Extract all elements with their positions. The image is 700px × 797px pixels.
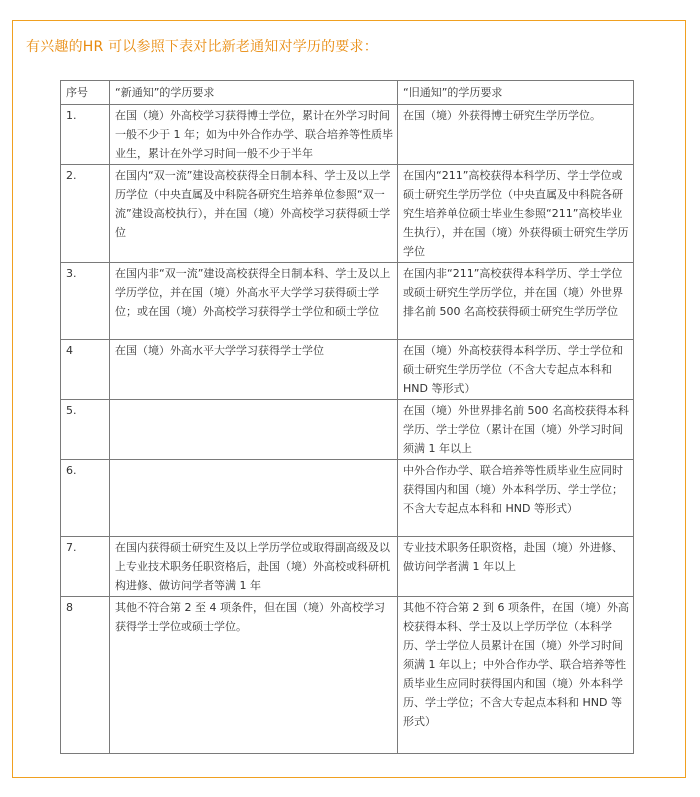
old-requirement: 在国（境）外获得博士研究生学历学位。	[398, 105, 634, 165]
table-row	[61, 460, 634, 537]
new-requirement: 在国内获得硕士研究生及以上学历学位或取得副高级及以上专业技术职务任职资格后，赴国（境）外高校或科研机构进修、做访问学者等满 1 年	[110, 537, 398, 597]
header-new-notice: “新通知”的学历要求	[110, 81, 398, 105]
row-index: 4	[61, 340, 110, 400]
new-requirement	[110, 400, 398, 460]
row-index: 2.	[61, 165, 110, 263]
new-requirement: 在国内“双一流”建设高校获得全日制本科、学士及以上学历学位（中央直属及中科院各研究生培养单位参照“双一流”建设高校执行），并在国（境）外高校学习获得硕士学位	[110, 165, 398, 263]
old-requirement: 专业技术职务任职资格，赴国（境）外进修、做访问学者满 1 年以上	[398, 537, 634, 597]
table-row	[61, 537, 634, 597]
header-old-notice: “旧通知”的学历要求	[398, 81, 634, 105]
row-index: 8	[61, 597, 110, 754]
row-index: 5.	[61, 400, 110, 460]
table-row	[61, 105, 634, 165]
table-header-row	[61, 81, 634, 105]
old-requirement: 在国（境）外世界排名前 500 名高校获得本科学历、学士学位（累计在国（境）外学习时间须满 1 年以上	[398, 400, 634, 460]
new-requirement	[110, 460, 398, 537]
intro-heading: 有兴趣的HR 可以参照下表对比新老通知对学历的要求：	[26, 39, 378, 55]
table-row	[61, 263, 634, 340]
old-requirement: 在国（境）外高校获得本科学历、学士学位和硕士研究生学历学位（不含大专起点本科和 HND 等形式）	[398, 340, 634, 400]
row-index: 3.	[61, 263, 110, 340]
new-requirement: 在国（境）外高校学习获得博士学位，累计在外学习时间一般不少于 1 年；如为中外合作办学、联合培养等性质毕业生，累计在外学习时间一般不少于半年	[110, 105, 398, 165]
header-index: 序号	[61, 81, 110, 105]
table-row	[61, 597, 634, 754]
new-requirement: 其他不符合第 2 至 4 项条件，但在国（境）外高校学习获得学士学位或硕士学位。	[110, 597, 398, 754]
table-row	[61, 165, 634, 263]
old-requirement: 在国内“211”高校获得本科学历、学士学位或硕士研究生学历学位（中央直属及中科院各研究生培养单位硕士毕业生参照“211”高校毕业生执行），并在国（境）外获得硕士研究生学历学位	[398, 165, 634, 263]
row-index: 7.	[61, 537, 110, 597]
new-requirement: 在国内非“双一流”建设高校获得全日制本科、学士及以上学历学位，并在国（境）外高水平大学学习获得硕士学位；或在国（境）外高校学习获得学士学位和硕士学位	[110, 263, 398, 340]
old-requirement: 其他不符合第 2 到 6 项条件，在国（境）外高校获得本科、学士及以上学历学位（本科学历、学士学位人员累计在国（境）外学习时间须满 1 年以上；中外合作办学、联合培养等性质毕业生应同时获得国内和国（境）外本科学历、学士学位；不含大专起点本科和 HND 等形式）	[398, 597, 634, 754]
comparison-table	[60, 80, 634, 754]
table-row	[61, 340, 634, 400]
old-requirement: 在国内非“211”高校获得本科学历、学士学位或硕士研究生学历学位，并在国（境）外世界排名前 500 名高校获得硕士研究生学历学位	[398, 263, 634, 340]
old-requirement: 中外合作办学、联合培养等性质毕业生应同时获得国内和国（境）外本科学历、学士学位；不含大专起点本科和 HND 等形式）	[398, 460, 634, 537]
row-index: 6.	[61, 460, 110, 537]
row-index: 1.	[61, 105, 110, 165]
table-row	[61, 400, 634, 460]
new-requirement: 在国（境）外高水平大学学习获得学士学位	[110, 340, 398, 400]
